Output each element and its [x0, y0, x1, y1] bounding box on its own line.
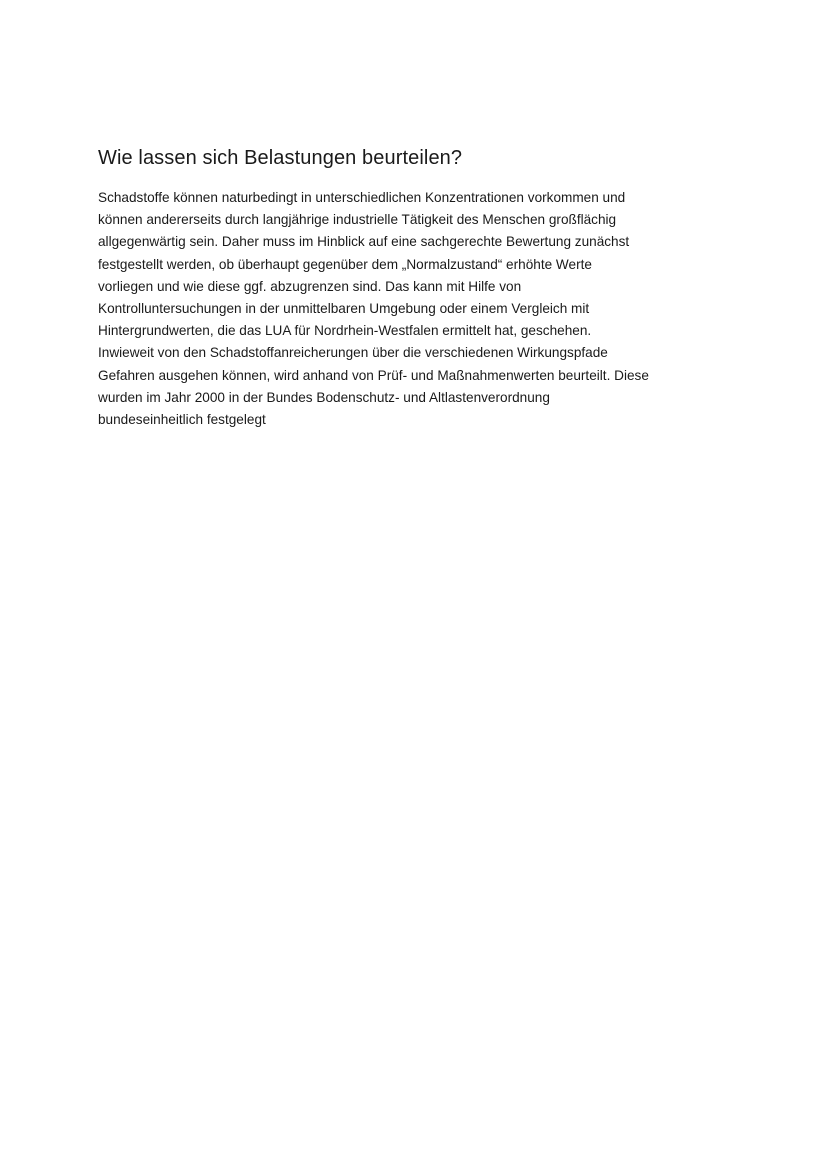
paragraph-line: bundeseinheitlich festgelegt [98, 412, 266, 428]
paragraph-line: Gefahren ausgehen können, wird anhand von Prüf- und Maßnahmenwerten beurteilt. Diese [98, 367, 649, 383]
paragraph-line: Hintergrundwerten, die das LUA für Nordrhein-Westfalen ermittelt hat, geschehen. [98, 323, 592, 339]
paragraph-line: vorliegen und wie diese ggf. abzugrenzen sind. Das kann mit Hilfe von [98, 278, 522, 294]
paragraph-line: Inwieweit von den Schadstoffanreicherungen über die verschiedenen Wirkungspfade [98, 345, 608, 361]
paragraph-line: allgegenwärtig sein. Daher muss im Hinblick auf eine sachgerechte Bewertung zunächst [98, 234, 630, 250]
paragraph-line: wurden im Jahr 2000 in der Bundes Bodenschutz- und Altlastenverordnung [98, 389, 550, 405]
body-paragraph [98, 187, 738, 431]
paragraph-line: Kontrolluntersuchungen in der unmittelbaren Umgebung oder einem Vergleich mit [98, 301, 590, 317]
paragraph-line: können andererseits durch langjährige industrielle Tätigkeit des Menschen großflächig [98, 212, 617, 228]
document-content [98, 145, 738, 431]
paragraph-line: festgestellt werden, ob überhaupt gegenüber dem „Normalzustand“ erhöhte Werte [98, 256, 592, 272]
section-heading: Wie lassen sich Belastungen beurteilen? [98, 147, 463, 169]
paragraph-line: Schadstoffe können naturbedingt in unterschiedlichen Konzentrationen vorkommen und [98, 190, 626, 205]
